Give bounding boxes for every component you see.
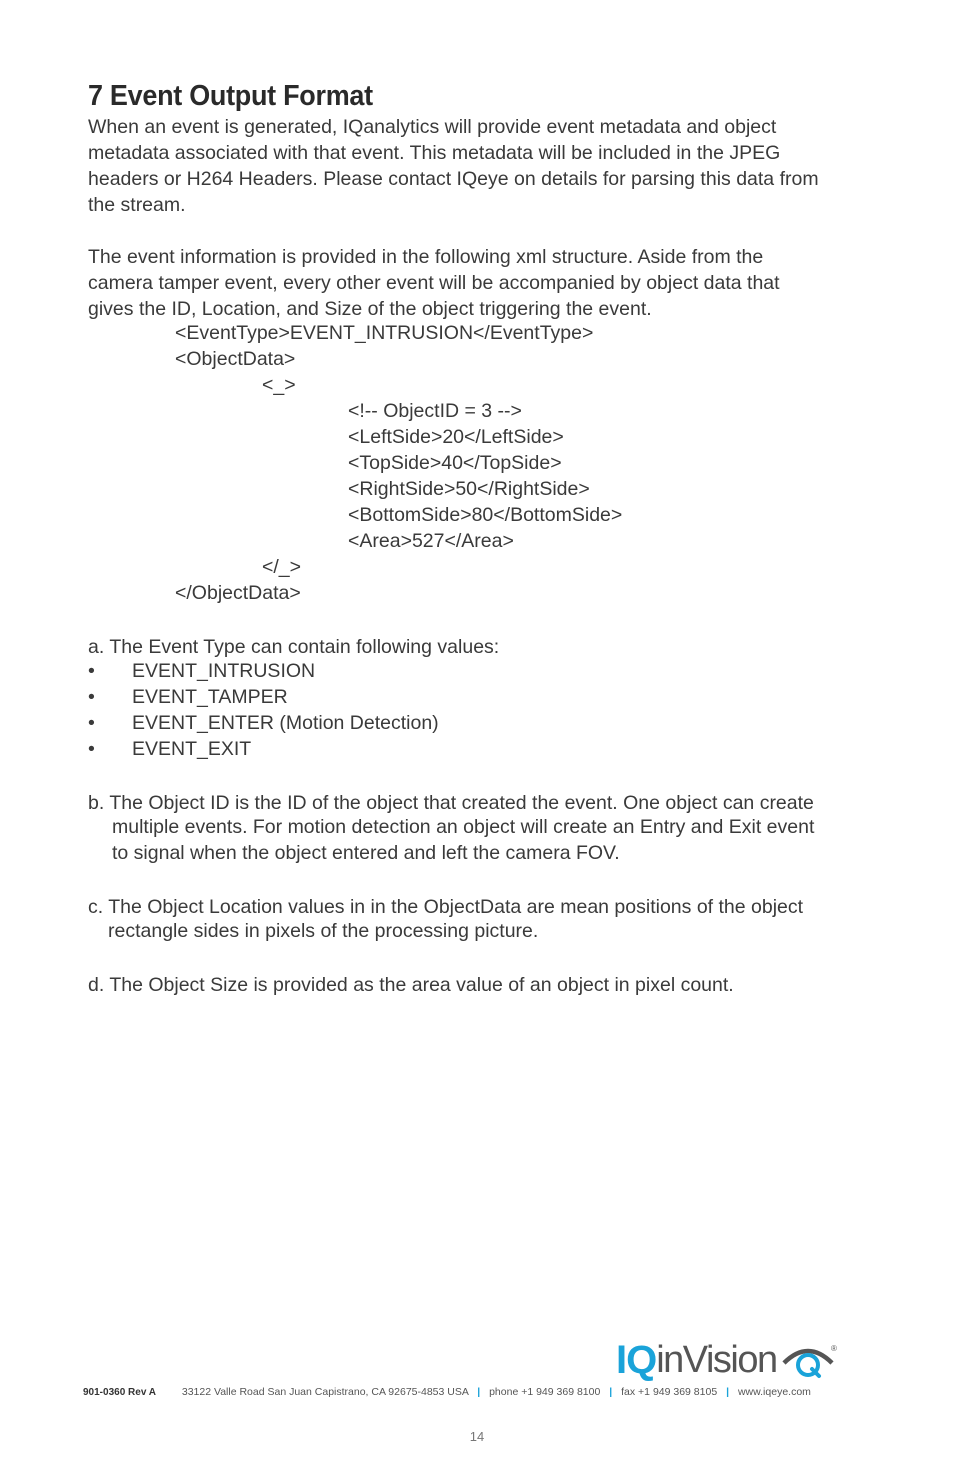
- iq-invision-logo: [616, 1338, 837, 1382]
- xml-leftside: <LeftSide>20</LeftSide>: [348, 426, 564, 448]
- logo-invision-text: inVision: [656, 1339, 777, 1381]
- xml-objectdata-open: <ObjectData>: [175, 348, 296, 370]
- para-b-line-1: b. The Object ID is the ID of the object that created the event. One object can create: [88, 792, 814, 814]
- xml-rightside: <RightSide>50</RightSide>: [348, 478, 590, 500]
- footer-bar: [83, 1386, 811, 1398]
- bullet: •: [88, 712, 95, 734]
- list-item: EVENT_ENTER (Motion Detection): [132, 712, 439, 734]
- footer-phone: phone +1 949 369 8100: [489, 1386, 601, 1398]
- xml-topside: <TopSide>40</TopSide>: [348, 452, 562, 474]
- footer-separator: |: [609, 1386, 613, 1398]
- footer-separator: |: [477, 1386, 481, 1398]
- logo-iq-text: IQ: [616, 1338, 657, 1382]
- para-c-line-1: c. The Object Location values in in the ObjectData are mean positions of the object: [88, 896, 804, 918]
- xml-item-close: </_>: [262, 556, 302, 578]
- footer-fax: fax +1 949 369 8105: [621, 1386, 718, 1398]
- footer-separator: |: [726, 1386, 730, 1398]
- para-d: d. The Object Size is provided as the area value of an object in pixel count.: [88, 974, 734, 996]
- doc-revision: 901-0360 Rev A: [83, 1387, 157, 1398]
- intro-line-1: When an event is generated, IQanalytics will provide event metadata and object: [88, 116, 777, 138]
- xml-event-type: <EventType>EVENT_INTRUSION</EventType>: [175, 322, 594, 344]
- para2-line-3: gives the ID, Location, and Size of the object triggering the event.: [88, 298, 652, 320]
- footer-website-link[interactable]: www.iqeye.com: [737, 1386, 811, 1398]
- bullet: •: [88, 686, 95, 708]
- xml-bottomside: <BottomSide>80</BottomSide>: [348, 504, 623, 526]
- footer-address: 33122 Valle Road San Juan Capistrano, CA 92675-4853 USA: [181, 1386, 469, 1398]
- intro-line-3: headers or H264 Headers. Please contact IQeye on details for parsing this data from: [88, 168, 819, 190]
- list-item: EVENT_TAMPER: [132, 686, 288, 708]
- eye-logo-icon: [781, 1341, 837, 1381]
- page-number: 14: [469, 1429, 485, 1444]
- bullet: •: [88, 660, 95, 682]
- list-a-intro: a. The Event Type can contain following values:: [88, 636, 500, 658]
- registered-mark: ®: [831, 1343, 837, 1353]
- xml-area: <Area>527</Area>: [348, 530, 514, 552]
- para2-line-1: The event information is provided in the following xml structure. Aside from the: [88, 246, 764, 268]
- list-item: EVENT_EXIT: [132, 738, 252, 760]
- para-b-line-3: to signal when the object entered and left the camera FOV.: [112, 842, 620, 864]
- xml-item-open: <_>: [262, 374, 296, 396]
- section-heading: 7 Event Output Format: [88, 80, 373, 112]
- intro-line-2: metadata associated with that event. This metadata will be included in the JPEG: [88, 142, 781, 164]
- bullet: •: [88, 738, 95, 760]
- para2-line-2: camera tamper event, every other event will be accompanied by object data that: [88, 272, 780, 294]
- para-b-line-2: multiple events. For motion detection an object will create an Entry and Exit event: [112, 816, 815, 838]
- xml-objectdata-close: </ObjectData>: [175, 582, 301, 604]
- intro-line-4: the stream.: [88, 194, 186, 216]
- xml-comment: <!-- ObjectID = 3 -->: [348, 400, 522, 422]
- para-c-line-2: rectangle sides in pixels of the processing picture.: [108, 920, 539, 942]
- list-item: EVENT_INTRUSION: [132, 660, 316, 682]
